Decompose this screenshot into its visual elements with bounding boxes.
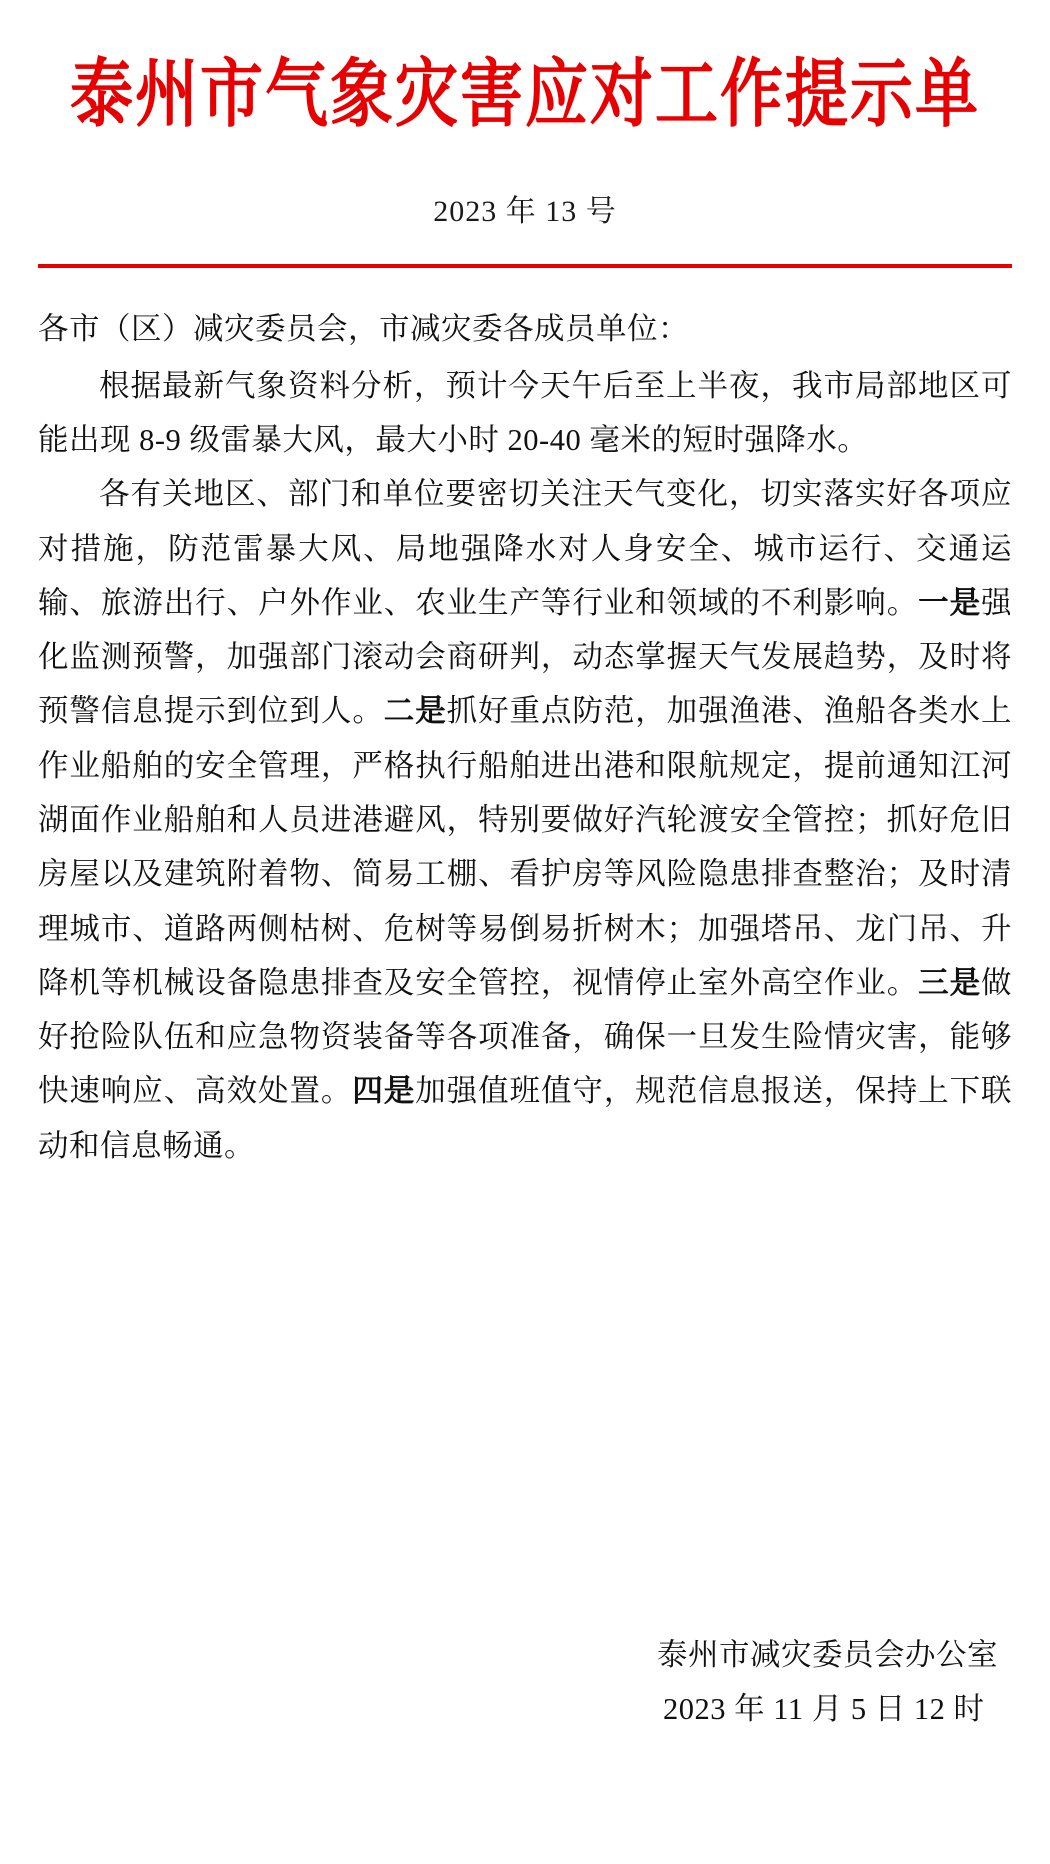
document-body — [38, 302, 1012, 1173]
measure-2-text: 抓好重点防范，加强渔港、渔船各类水上作业船舶的安全管理，严格执行船舶进出港和限航规定，提前通知江河湖面作业船舶和人员进港避风，特别要做好汽轮渡安全管控；抓好危旧房屋以及建筑附着物、简易工棚、看护房等风险隐患排查整治；及时清理城市、道路两侧枯树、危树等易倒易折树木；加强塔吊、龙门吊、升降机等机械设备隐患排查及安全管控，视情停止室外高空作业。 — [38, 694, 1013, 1000]
measure-3-label: 三是 — [918, 965, 982, 1000]
document-number: 2023 年 13 号 — [433, 195, 617, 229]
salutation: 各市（区）减灾委员会，市减灾委各成员单位： — [38, 312, 689, 347]
measure-1-label: 一是 — [918, 585, 982, 620]
paragraph-measures — [38, 467, 1012, 1173]
page-title: 泰州市气象灾害应对工作提示单 — [70, 53, 980, 136]
red-divider-rule — [38, 264, 1012, 268]
signature-date: 2023 年 11 月 5 日 12 时 — [663, 1691, 985, 1726]
measure-4-text: 加强值班值守，规范信息报送，保持上下联动和信息畅通。 — [38, 1074, 1013, 1163]
measures-lead-text: 各有关地区、部门和单位要密切关注天气变化，切实落实好各项应对措施，防范雷暴大风、局地强降水对人身安全、城市运行、交通运输、旅游出行、户外作业、农业生产等行业和领域的不利影响。 — [38, 477, 1012, 620]
signature-organization: 泰州市减灾委员会办公室 — [657, 1638, 998, 1673]
signature-block — [657, 1629, 998, 1736]
document-page — [0, 52, 1050, 1864]
measure-2-label: 二是 — [383, 694, 447, 729]
measure-4-label: 四是 — [352, 1074, 416, 1109]
measure-3-text: 做好抢险队伍和应急物资装备等各项准备，确保一旦发生险情灾害，能够快速响应、高效处置。 — [38, 965, 1013, 1109]
paragraph-weather-forecast: 根据最新气象资料分析，预计今天午后至上半夜，我市局部地区可能出现 8-9 级雷暴大风，最大小时 20-40 毫米的短时强降水。 — [38, 368, 1012, 457]
measure-1-text: 强化监测预警，加强部门滚动会商研判，动态掌握天气发展趋势，及时将预警信息提示到位到人。 — [38, 585, 1013, 729]
